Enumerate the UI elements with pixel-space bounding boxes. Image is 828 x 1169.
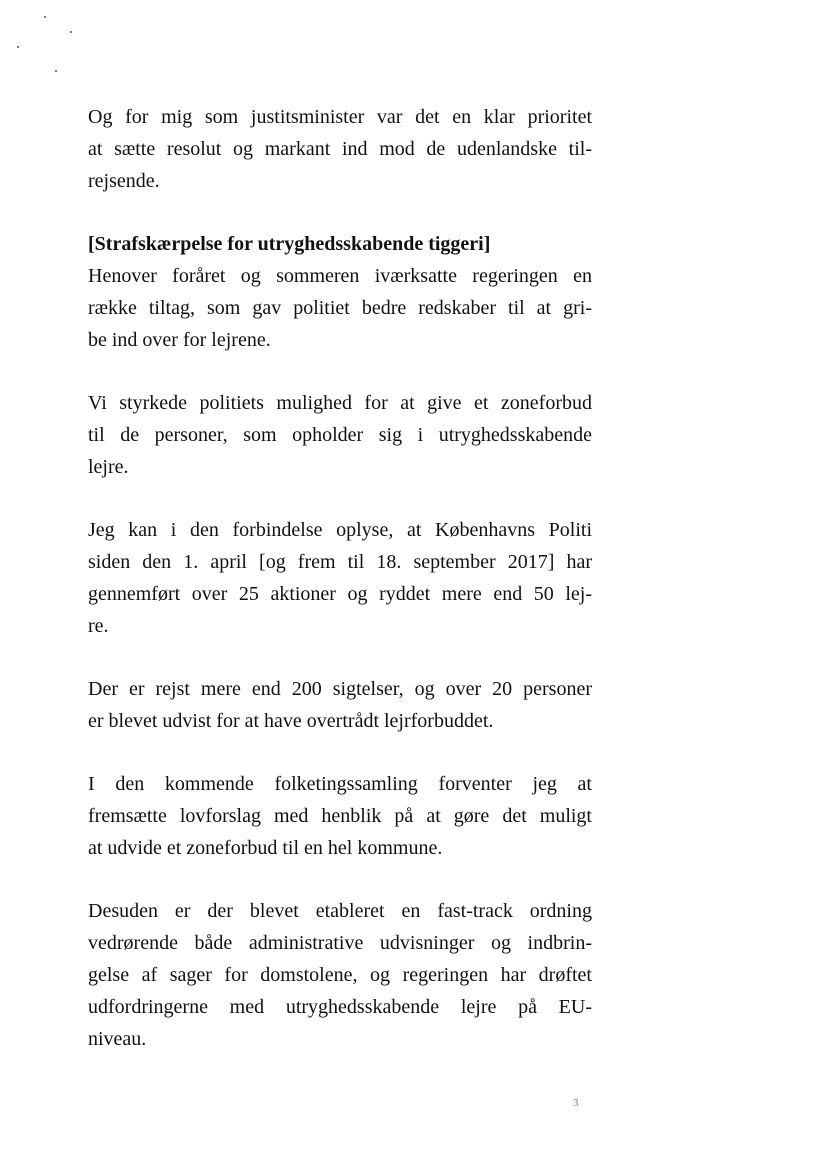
page-number: 3 — [573, 1097, 579, 1109]
paragraph-priority — [88, 101, 592, 197]
scan-speck — [17, 46, 19, 48]
paragraph-police-actions — [88, 514, 592, 642]
paragraph-zone-ban — [88, 387, 592, 483]
paragraph-fast-track — [88, 895, 592, 1055]
text-line: niveau. — [88, 1028, 147, 1050]
text-line: re. — [88, 615, 109, 637]
text-line: at sætte resolut og markant ind mod de udenlandske til- — [88, 138, 592, 160]
scan-speck — [44, 16, 46, 18]
paragraph-measures — [88, 228, 592, 356]
text-line: Desuden er der blevet etableret en fast-track ordning — [88, 900, 592, 922]
paragraph-bill — [88, 768, 592, 864]
text-line: vedrørende både administrative udvisninger og indbrin- — [88, 932, 592, 954]
text-line: gelse af sager for domstolene, og regeringen har drøftet — [88, 964, 592, 986]
text-line: Og for mig som justitsminister var det en klar prioritet — [88, 106, 592, 128]
text-line: udfordringerne med utryghedsskabende lejre på EU- — [88, 996, 592, 1018]
text-line: gennemført over 25 aktioner og ryddet mere end 50 lej- — [88, 583, 592, 605]
text-line: Vi styrkede politiets mulighed for at give et zoneforbud — [88, 392, 592, 414]
text-line: Der er rejst mere end 200 sigtelser, og over 20 personer — [88, 678, 592, 700]
text-line: be ind over for lejrene. — [88, 329, 271, 351]
scan-speck — [70, 31, 72, 33]
paragraph-charges — [88, 673, 592, 737]
scan-speck — [55, 70, 57, 72]
text-line: siden den 1. april [og frem til 18. september 2017] har — [88, 551, 592, 573]
text-line: række tiltag, som gav politiet bedre redskaber til at gri- — [88, 297, 592, 319]
text-line: til de personer, som opholder sig i utryghedsskabende — [88, 424, 592, 446]
text-line: at udvide et zoneforbud til en hel kommune. — [88, 837, 443, 859]
text-line: lejre. — [88, 456, 129, 478]
section-heading: [Strafskærpelse for utryghedsskabende tiggeri] — [88, 233, 491, 255]
text-line: fremsætte lovforslag med henblik på at gøre det muligt — [88, 805, 592, 827]
text-line: I den kommende folketingssamling forventer jeg at — [88, 773, 592, 795]
text-line: Henover foråret og sommeren iværksatte regeringen en — [88, 265, 592, 287]
text-line: rejsende. — [88, 170, 160, 192]
text-line: Jeg kan i den forbindelse oplyse, at Københavns Politi — [88, 519, 592, 541]
text-line: er blevet udvist for at have overtrådt lejrforbuddet. — [88, 710, 494, 732]
document-body — [88, 101, 592, 1055]
